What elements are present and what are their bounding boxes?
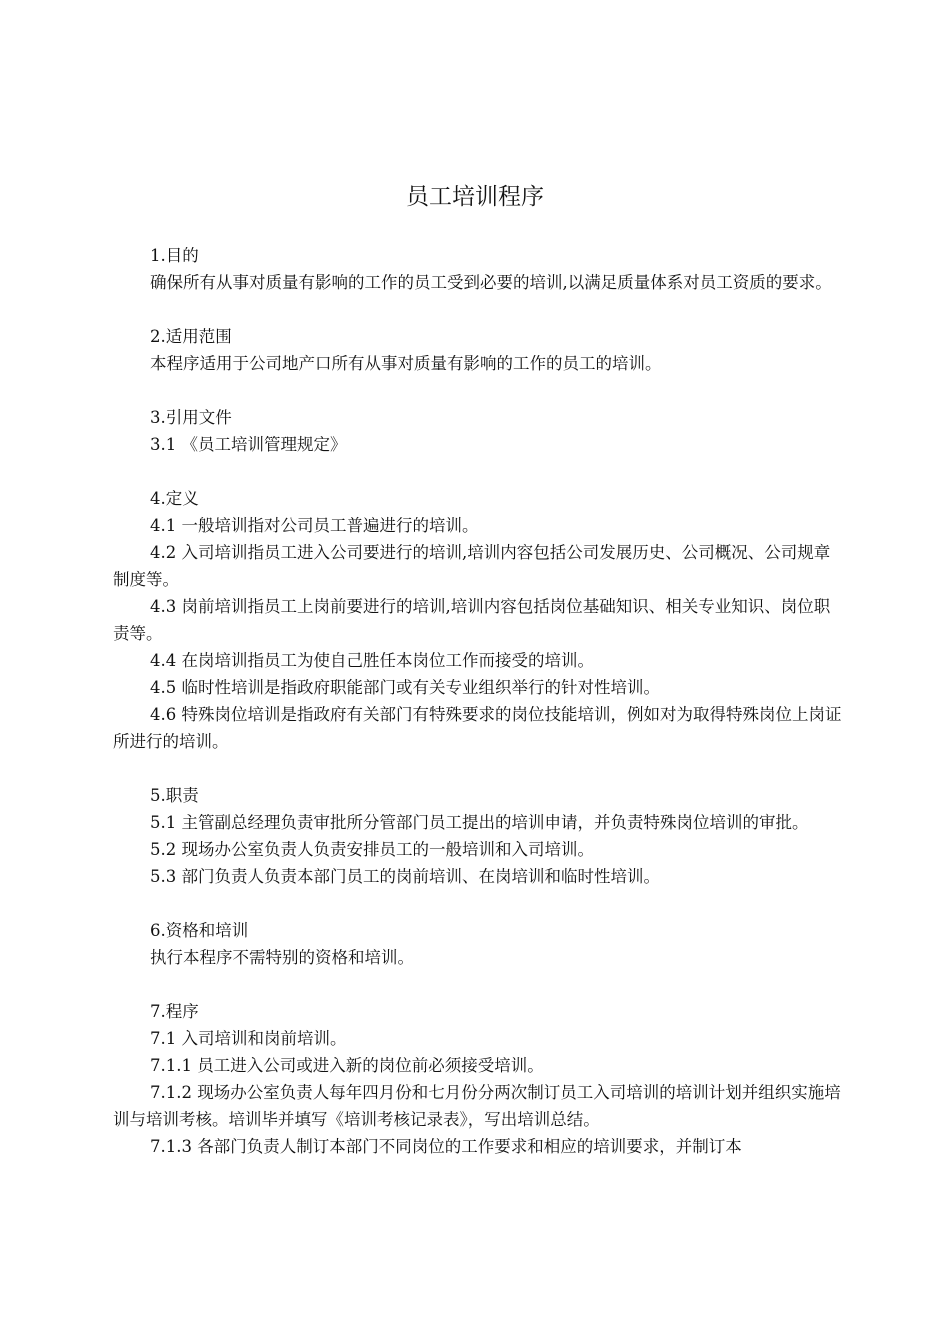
section-1-heading: 1.目的	[150, 246, 199, 265]
section-5-2: 5.2 现场办公室负责人负责安排员工的一般培训和入司培训。	[150, 840, 594, 859]
section-6-text: 执行本程序不需特别的资格和培训。	[150, 948, 414, 967]
section-7-1-2: 7.1.2 现场办公室负责人每年四月份和七月份分两次制订员工入司培训的培训计划并组织实施培训与培训考核。培训毕并填写《培训考核记录表》，写出培训总结。	[113, 1083, 841, 1129]
spacer	[113, 971, 843, 998]
section-3-heading: 3.引用文件	[150, 408, 232, 427]
spacer	[113, 296, 843, 323]
section-4-6: 4.6 特殊岗位培训是指政府有关部门有特殊要求的岗位技能培训，例如对为取得特殊岗位上岗证所进行的培训。	[113, 705, 842, 751]
section-4-5: 4.5 临时性培训是指政府职能部门或有关专业组织举行的针对性培训。	[150, 678, 660, 697]
section-2-text: 本程序适用于公司地产口所有从事对质量有影响的工作的员工的培训。	[150, 354, 662, 373]
spacer	[113, 890, 843, 917]
section-3-1: 3.1 《员工培训管理规定》	[150, 435, 347, 454]
section-6-heading: 6.资格和培训	[150, 921, 249, 940]
section-1-text: 确保所有从事对质量有影响的工作的员工受到必要的培训,以满足质量体系对员工资质的要求。	[150, 273, 832, 292]
section-7-1-1: 7.1.1 员工进入公司或进入新的岗位前必须接受培训。	[150, 1056, 544, 1075]
section-2-heading: 2.适用范围	[150, 327, 232, 346]
section-4-3: 4.3 岗前培训指员工上岗前要进行的培训,培训内容包括岗位基础知识、相关专业知识、岗位职责等。	[113, 597, 831, 643]
spacer	[113, 755, 843, 782]
section-4-1: 4.1 一般培训指对公司员工普遍进行的培训。	[150, 516, 479, 535]
section-5-1: 5.1 主管副总经理负责审批所分管部门员工提出的培训申请，并负责特殊岗位培训的审批。	[150, 813, 809, 832]
section-7-heading: 7.程序	[150, 1002, 199, 1021]
spacer	[113, 458, 843, 485]
section-5-heading: 5.职责	[150, 786, 199, 805]
section-5-3: 5.3 部门负责人负责本部门员工的岗前培训、在岗培训和临时性培训。	[150, 867, 660, 886]
section-4-heading: 4.定义	[150, 489, 199, 508]
section-7-1-3: 7.1.3 各部门负责人制订本部门不同岗位的工作要求和相应的培训要求，并制订本	[150, 1137, 742, 1156]
section-4-2: 4.2 入司培训指员工进入公司要进行的培训,培训内容包括公司发展历史、公司概况、公司规章制度等。	[113, 543, 831, 589]
document-body	[113, 242, 843, 1160]
section-4-4: 4.4 在岗培训指员工为使自己胜任本岗位工作而接受的培训。	[150, 651, 594, 670]
spacer	[113, 377, 843, 404]
section-7-1: 7.1 入司培训和岗前培训。	[150, 1029, 347, 1048]
document-title: 员工培训程序	[406, 184, 544, 210]
